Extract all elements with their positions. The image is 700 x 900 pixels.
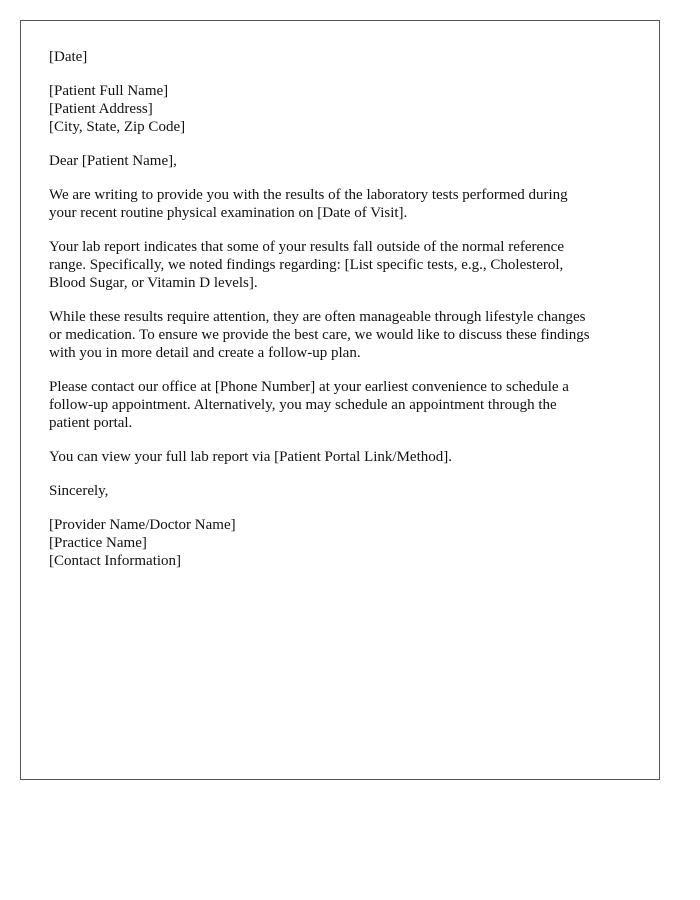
signature-block — [49, 516, 639, 570]
closing-block — [49, 482, 639, 500]
paragraph-line: range. Specifically, we noted findings regarding: [List specific tests, e.g., Cholesterol, — [49, 257, 564, 273]
signature-practice: [Practice Name] — [49, 535, 147, 551]
paragraph-contact-office — [49, 378, 639, 432]
paragraph-line: Your lab report indicates that some of your results fall outside of the normal reference — [49, 239, 564, 255]
paragraph-findings — [49, 238, 639, 292]
paragraph-line: patient portal. — [49, 415, 133, 431]
paragraph-line: with you in more detail and create a follow-up plan. — [49, 345, 361, 361]
recipient-city-state-zip: [City, State, Zip Code] — [49, 119, 186, 135]
date-block — [49, 48, 639, 66]
paragraph-line: your recent routine physical examination on [Date of Visit]. — [49, 205, 408, 221]
paragraph-line: Blood Sugar, or Vitamin D levels]. — [49, 275, 258, 291]
signature-contact: [Contact Information] — [49, 553, 182, 569]
paragraph-line: Please contact our office at [Phone Number] at your earliest convenience to schedule a — [49, 379, 569, 395]
salutation-block — [49, 152, 639, 170]
paragraph-line: We are writing to provide you with the results of the laboratory tests performed during — [49, 187, 568, 203]
recipient-address: [Patient Address] — [49, 101, 153, 117]
signature-provider: [Provider Name/Doctor Name] — [49, 517, 236, 533]
recipient-name: [Patient Full Name] — [49, 83, 169, 99]
paragraph-line: You can view your full lab report via [Patient Portal Link/Method]. — [49, 449, 452, 465]
paragraph-line: follow-up appointment. Alternatively, you may schedule an appointment through the — [49, 397, 557, 413]
recipient-address-block — [49, 82, 639, 136]
closing: Sincerely, — [49, 483, 109, 499]
paragraph-view-report — [49, 448, 639, 466]
letter-page — [20, 20, 660, 780]
paragraph-line: or medication. To ensure we provide the best care, we would like to discuss these findings — [49, 327, 590, 343]
letter-body — [49, 48, 639, 586]
paragraph-follow-up-plan — [49, 308, 639, 362]
paragraph-results-intro — [49, 186, 639, 222]
paragraph-line: While these results require attention, they are often manageable through lifestyle changes — [49, 309, 586, 325]
letter-date: [Date] — [49, 49, 88, 65]
salutation: Dear [Patient Name], — [49, 153, 177, 169]
